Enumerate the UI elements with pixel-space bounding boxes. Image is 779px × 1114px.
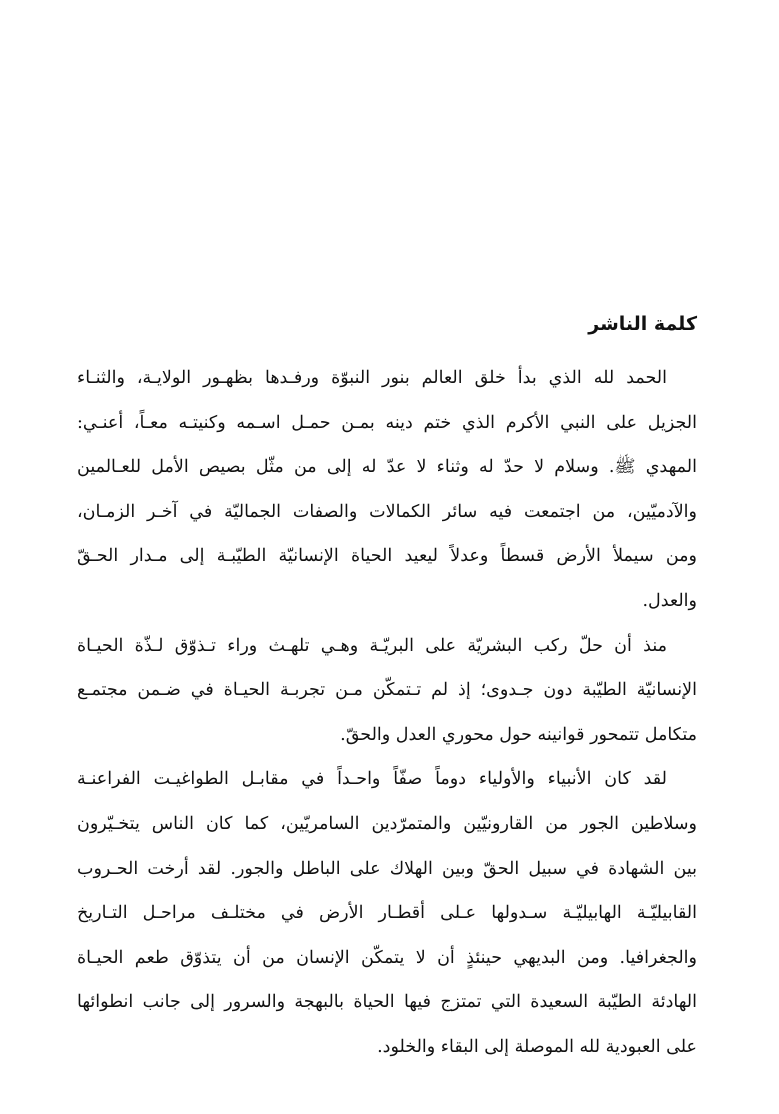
text-line: المهدي ﷺ. وسلام لا حدّ له وثناء لا عدّ له إلى من مثّل بصيص الأمل للعـالمين [77, 457, 697, 478]
text-line: الجزيل على النبي الأكرم الذي ختم دينه بمـن حمـل اسـمه وكنيتـه معـاً، أعنـي: [77, 412, 697, 433]
text-line: الهادئة الطيّبة السعيدة التي تمتزج فيها الحياة بالبهجة والسرور إلى جانب انطوائها [77, 992, 697, 1013]
text-line: القابيليّـة الهابيليّـة سـدولها عـلى أقطـار الأرض في مختلـف مراحـل التـاريخ [77, 903, 697, 924]
text-line: منذ أن حلّ ركب البشريّة على البريّـة وهـي تلهـث وراء تـذوّق لـذّة الحيـاة [77, 635, 667, 656]
text-line: والآدميّين، من اجتمعت فيه سائر الكمالات والصفات الجماليّة في آخـر الزمـان، [77, 501, 697, 522]
text-line: على العبودية لله الموصلة إلى البقاء والخلود. [377, 1036, 697, 1057]
text-line: ومن سيملأ الأرض قسطاً وعدلاً ليعيد الحياة الإنسانيّة الطيّبـة إلى مـدار الحـقّ [77, 546, 697, 567]
page-title: كلمة الناشر [588, 313, 697, 335]
text-line: الإنسانيّة الطيّبة دون جـدوى؛ إذ لم تـتمكّن مـن تجربـة الحيـاة في ضـمن مجتمـع [77, 680, 697, 701]
text-line: والجغرافيا. ومن البديهي حينئذٍ أن لا يتمكّن الإنسان من أن يتذوّق طعم الحيـاة [77, 947, 697, 968]
text-line: بين الشهادة في سبيل الحقّ وبين الهلاك على الباطل والجور. لقد أرخت الحـروب [77, 858, 697, 879]
text-line: الحمد لله الذي بدأ خلق العالم بنور النبوّة ورفـدها بظهـور الولايـة، والثنـاء [77, 368, 667, 388]
text-line: وسلاطين الجور من القارونيّين والمتمرّدين السامريّين، كما كان الناس يتخـيّرون [77, 813, 697, 834]
text-line: لقد كان الأنبياء والأولياء دوماً صفّاً واحـداً في مقابـل الطواغيـت الفراعنـة [77, 769, 667, 790]
text-line: والعدل. [642, 590, 697, 611]
text-line: متكامل تتمحور قوانينه حول محوري العدل والحقّ. [340, 724, 697, 745]
body-text [77, 356, 697, 1070]
